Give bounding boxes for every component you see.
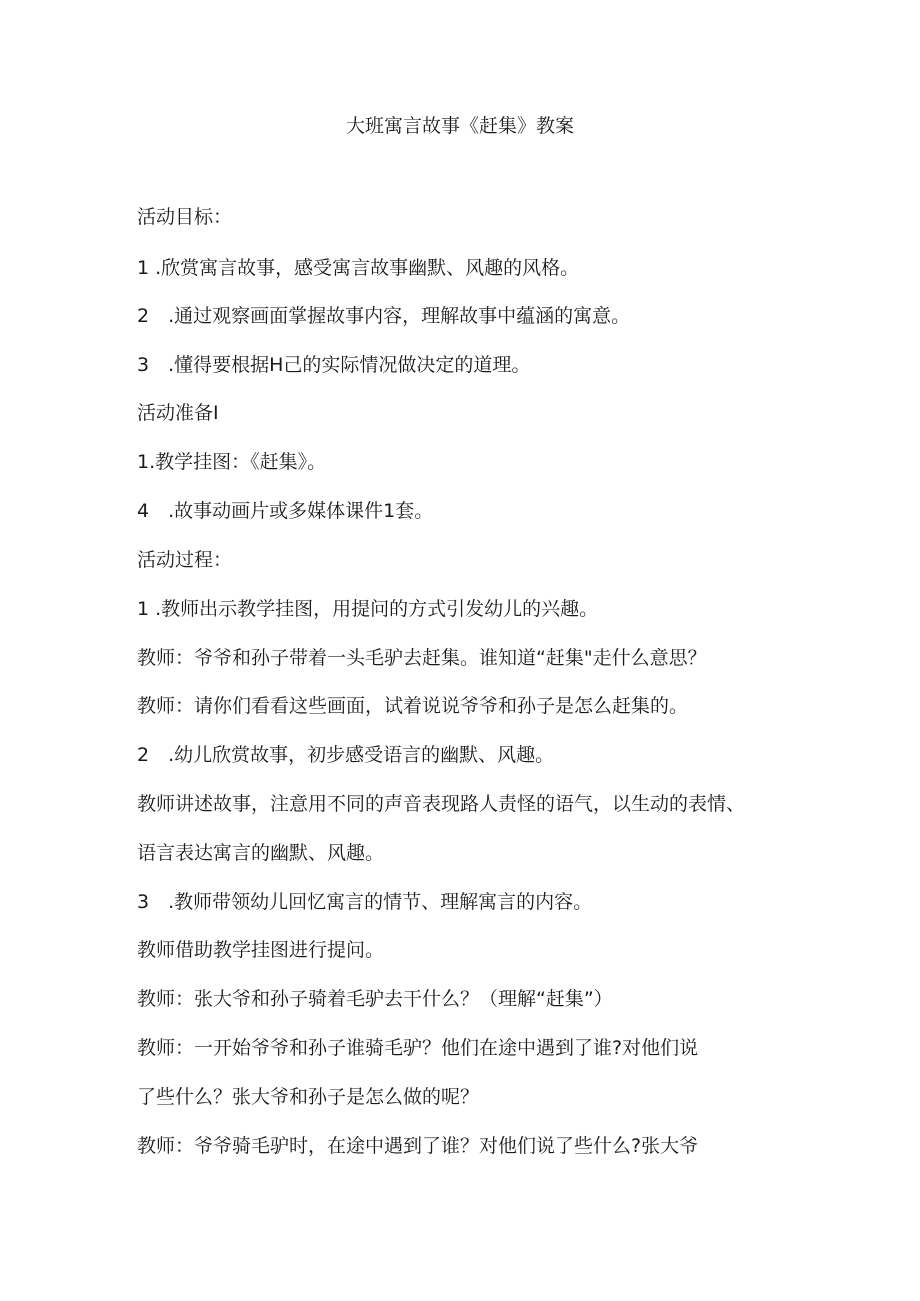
paragraph-line: 教师：爷爷和孙子带着一头毛驴去赶集。谁知道“赶集"走什么意思？ [137, 647, 707, 669]
paragraph-line: 2 .通过观察画面掌握故事内容，理解故事中蕴涵的寓意。 [137, 305, 631, 327]
paragraph-line: 教师：请你们看看这些画面，试着说说爷爷和孙子是怎么赶集的。 [137, 695, 689, 717]
paragraph-line: 教师：张大爷和孙子骑着毛驴去干什么？（理解“赶集”） [137, 988, 613, 1010]
paragraph-line: 3 .懂得要根据H己的实际情况做决定的道理。 [137, 354, 531, 376]
section-heading-goals: 活动目标： [137, 206, 233, 228]
paragraph-line: 教师讲述故事，注意用不同的声音表现路人责怪的语气，以生动的表情、 [137, 793, 746, 815]
paragraph-line: 4 .故事动画片或多媒体课件1套。 [137, 500, 434, 522]
paragraph-line: 教师借助教学挂图进行提问。 [137, 939, 385, 961]
document-title: 大班寓言故事《赶集》教案 [345, 115, 574, 137]
paragraph-line: 2 .幼儿欣赏故事，初步感受语言的幽默、风趣。 [137, 744, 555, 766]
section-heading-preparation: 活动准备I [137, 402, 219, 424]
paragraph-line: 1.教学挂图：《赶集》。 [137, 451, 327, 473]
paragraph-line: 了些什么？张大爷和孙子是怎么做的呢？ [137, 1086, 480, 1108]
paragraph-line: 教师：爷爷骑毛驴时，在途中遇到了谁？对他们说了些什么?张大爷 [137, 1135, 699, 1157]
paragraph-line: 3 .教师带领幼儿回忆寓言的情节、理解寓言的内容。 [137, 891, 593, 913]
paragraph-line: 语言表达寓言的幽默、风趣。 [137, 842, 385, 864]
paragraph-line: 1 .欣赏寓言故事，感受寓言故事幽默、风趣的风格。 [137, 257, 580, 279]
paragraph-line: 1 .教师出示教学挂图，用提问的方式引发幼儿的兴趣。 [137, 598, 599, 620]
section-heading-process: 活动过程： [137, 549, 233, 571]
paragraph-line: 教师：一开始爷爷和孙子谁骑毛驴？他们在途中遇到了谁?对他们说 [137, 1037, 699, 1059]
